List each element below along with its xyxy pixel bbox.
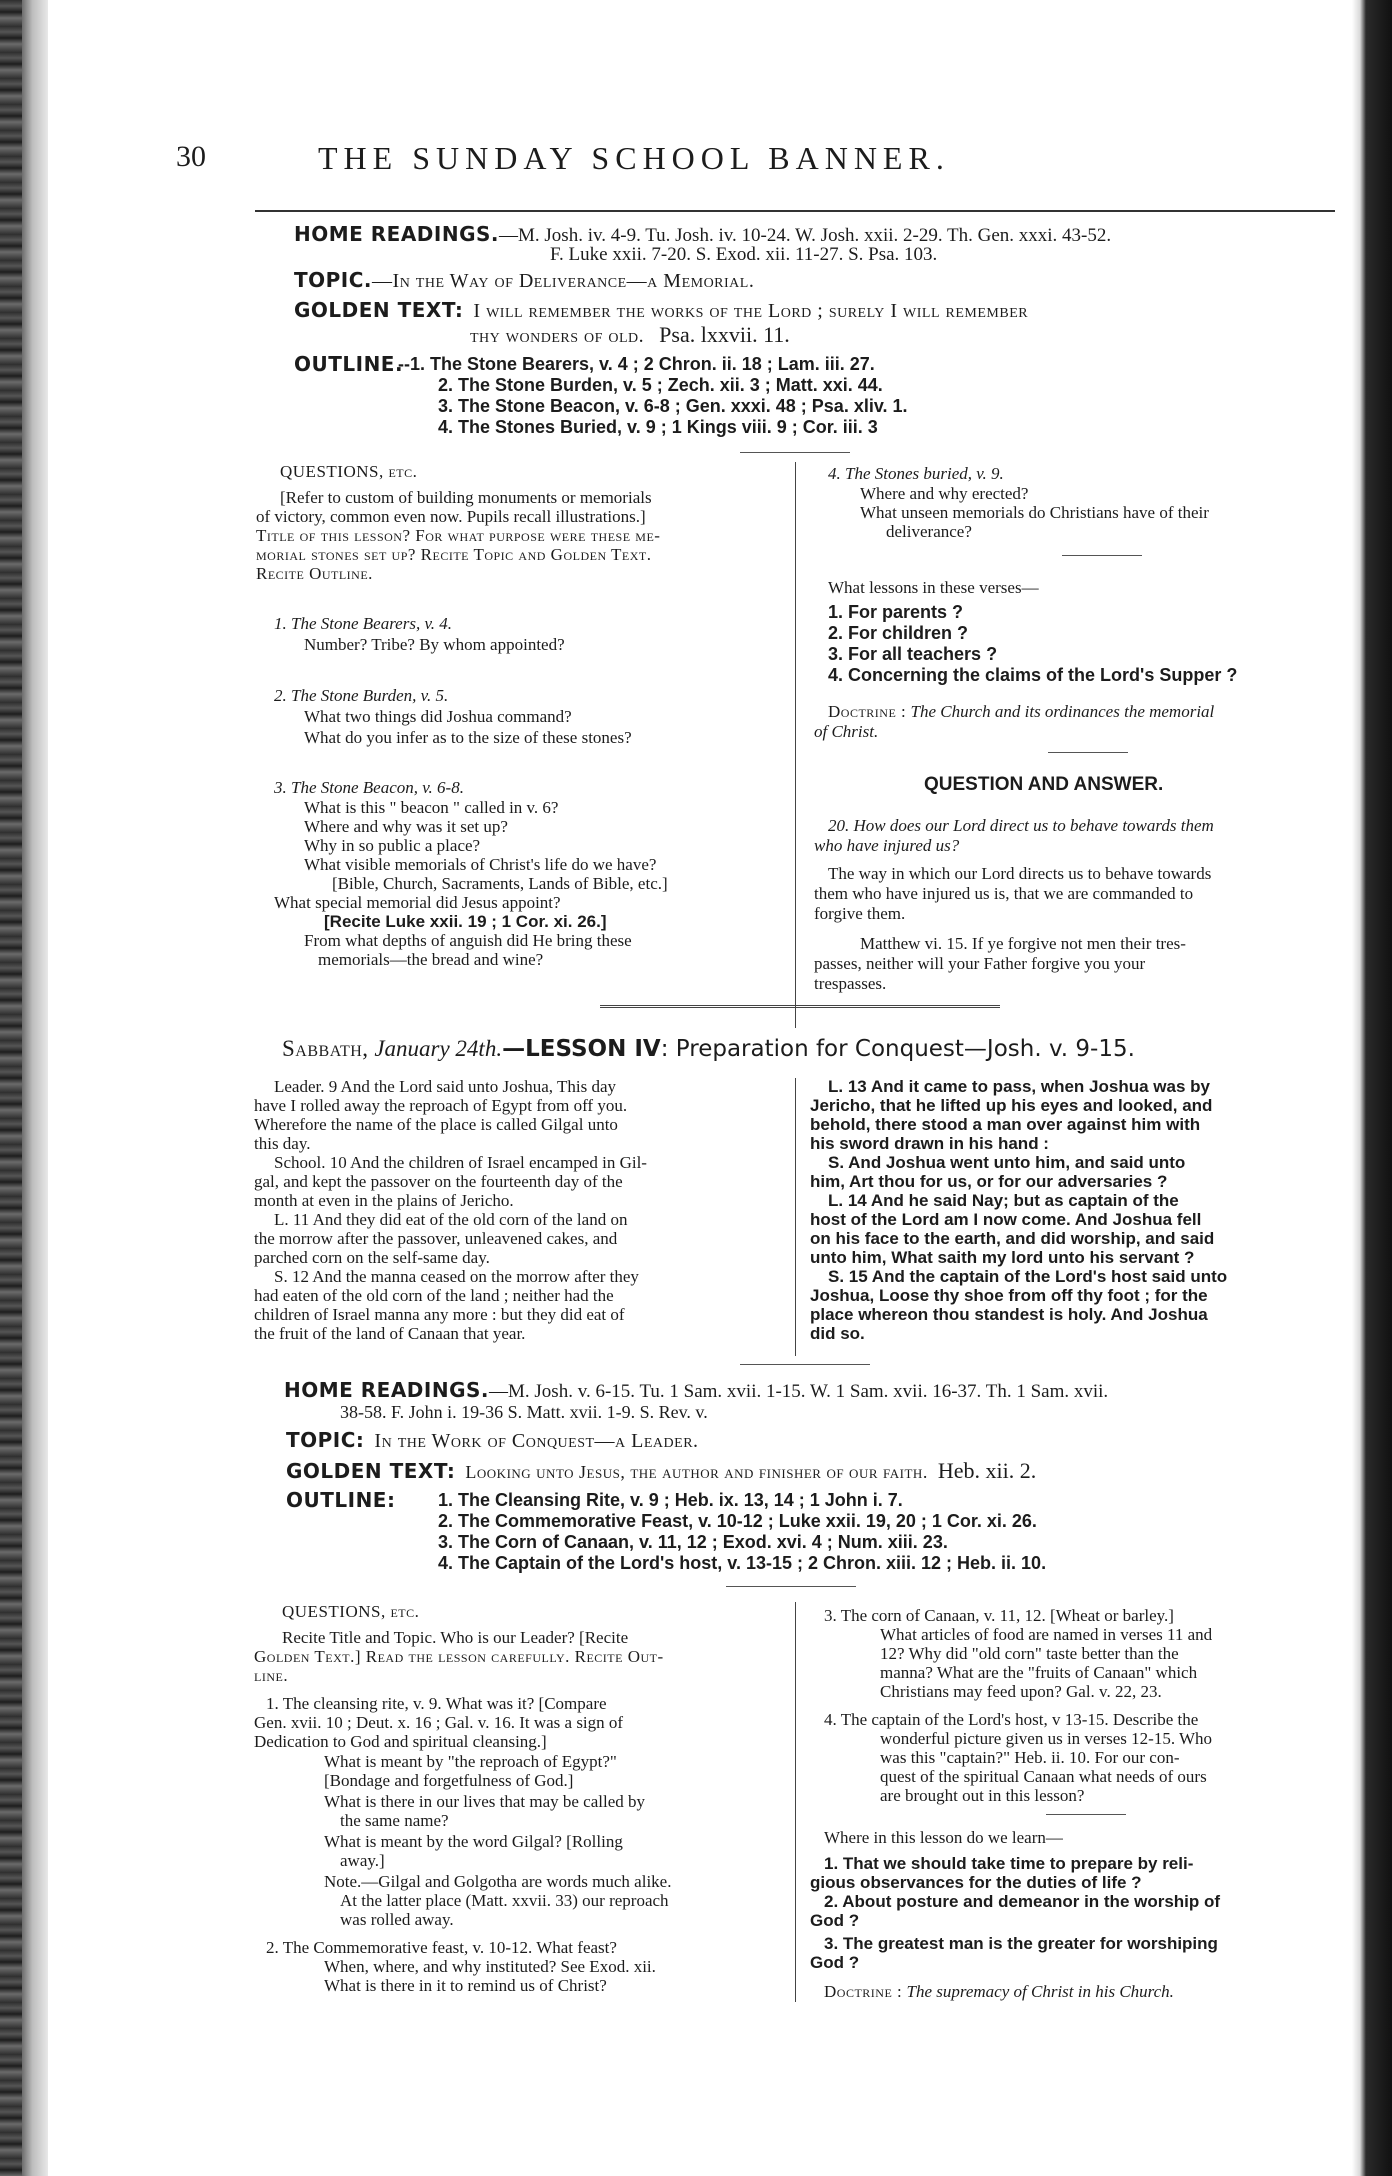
l3-q3-line-5: [Bible, Church, Sacraments, Lands of Bible, etc.]: [332, 874, 668, 893]
l3-q3-line-9: memorials—the bread and wine?: [318, 950, 544, 969]
l3-lesson-1: 1. For parents ?: [828, 602, 964, 622]
l4-verse-l-1: Leader. 9 And the Lord said unto Joshua, This day: [274, 1077, 616, 1096]
l4-short-rule-2: [726, 1586, 856, 1587]
l4-verse-l-11: S. 12 And the manna ceased on the morrow after they: [274, 1267, 639, 1286]
l4-verse-r-3: behold, there stood a man over against him with: [810, 1115, 1201, 1134]
l4-q3-line-5: Christians may feed upon? Gal. v. 22, 23.: [880, 1682, 1162, 1701]
l4-verse-r-12: Joshua, Loose thy shoe from off thy foot ; for the: [810, 1286, 1208, 1305]
l4-learn-2: gious observances for the duties of life ?: [810, 1873, 1142, 1892]
l4-q1-line-1: 1. The cleansing rite, v. 9. What was it? [Compare: [266, 1694, 607, 1713]
l4-golden-text: GOLDEN TEXT: Looking unto Jesus, the author and finisher of our faith. Heb. xii. 2.: [286, 1458, 1037, 1483]
l4-verse-divider: [795, 1078, 796, 1356]
l3-column-divider: [795, 462, 796, 1028]
l3-home-readings-2: F. Luke xxii. 7-20. S. Exod. xii. 11-27. S. Psa. 103.: [550, 244, 938, 265]
l4-verse-r-4: his sword drawn in his hand :: [810, 1134, 1049, 1153]
l3-home-readings: HOME READINGS.—M. Josh. iv. 4-9. Tu. Josh. iv. 10-24. W. Josh. xxii. 2-29. Th. Gen. xxxi. 43-52.: [294, 222, 1112, 246]
l4-outline-label: OUTLINE:: [286, 1488, 396, 1512]
l4-q1-sub-2: [Bondage and forgetfulness of God.]: [324, 1771, 574, 1790]
l3-short-rule: [740, 452, 850, 453]
l3-intro-1: [Refer to custom of building monuments or memorials: [280, 488, 652, 507]
l4-q1-sub-8: At the latter place (Matt. xxvii. 33) our reproach: [340, 1891, 669, 1910]
l3-outline-3: 3. The Stone Beacon, v. 6-8 ; Gen. xxxi. 48 ; Psa. xliv. 1.: [438, 396, 908, 416]
header-rule: [255, 210, 1335, 212]
l3-q4-line-2: What unseen memorials do Christians have of their: [860, 503, 1209, 522]
l3-qa-ref-1: Matthew vi. 15. If ye forgive not men their tres-: [860, 934, 1186, 953]
l4-learn-5: 3. The greatest man is the greater for worshiping: [824, 1934, 1218, 1953]
l4-outline-2: 2. The Commemorative Feast, v. 10-12 ; Luke xxii. 19, 20 ; 1 Cor. xi. 26.: [438, 1511, 1037, 1531]
l4-q4-line-1: 4. The captain of the Lord's host, v 13-15. Describe the: [824, 1710, 1199, 1729]
l4-q2-line-3: What is there in it to remind us of Christ?: [324, 1976, 607, 1995]
l4-q4-line-4: quest of the spiritual Canaan what needs of ours: [880, 1767, 1207, 1786]
l4-q1-sub-9: was rolled away.: [340, 1910, 454, 1929]
l4-verse-r-9: on his face to the earth, and did worship, and said: [810, 1229, 1215, 1248]
l4-verse-l-5: School. 10 And the children of Israel encamped in Gil-: [274, 1153, 647, 1172]
l4-verse-l-6: gal, and kept the passover on the fourteenth day of the: [254, 1172, 623, 1191]
l3-q3-line-7: [Recite Luke xxii. 19 ; 1 Cor. xi. 26.]: [324, 912, 607, 931]
l3-intro-3: Title of this lesson? For what purpose were these me-: [256, 526, 661, 545]
l3-lessons-intro: What lessons in these verses—: [828, 578, 1039, 597]
l4-q4-line-3: was this "captain?" Heb. ii. 10. For our con-: [880, 1748, 1180, 1767]
l4-verse-r-13: place whereon thou standest is holy. And Joshua: [810, 1305, 1208, 1324]
l3-q2-line-2: What do you infer as to the size of these stones?: [304, 728, 632, 747]
l4-learn-4: God ?: [810, 1911, 860, 1930]
l4-q3-line-1: 3. The corn of Canaan, v. 11, 12. [Wheat or barley.]: [824, 1606, 1174, 1625]
l4-short-rule: [740, 1364, 870, 1365]
l3-q2-line-1: What two things did Joshua command?: [304, 707, 572, 726]
l4-learn-1: 1. That we should take time to prepare by reli-: [824, 1854, 1194, 1873]
l4-verse-r-1: L. 13 And it came to pass, when Joshua was by: [828, 1077, 1210, 1096]
l4-outline-4: 4. The Captain of the Lord's host, v. 13-15 ; 2 Chron. xiii. 12 ; Heb. ii. 10.: [438, 1553, 1047, 1573]
l4-verse-r-7: L. 14 And he said Nay; but as captain of the: [828, 1191, 1179, 1210]
l3-qa-answer-3: forgive them.: [814, 904, 906, 923]
l4-verse-r-2: Jericho, that he lifted up his eyes and looked, and: [810, 1096, 1213, 1115]
l4-q2-line-2: When, where, and why instituted? See Exod. xii.: [324, 1957, 656, 1976]
l3-q4-line-3: deliverance?: [886, 522, 972, 541]
l4-q1-sub-4: the same name?: [340, 1811, 449, 1830]
l3-right-rule: [1062, 555, 1142, 556]
l4-intro-1: Recite Title and Topic. Who is our Leader? [Recite: [282, 1628, 629, 1647]
l3-q3-line-3: Why in so public a place?: [304, 836, 481, 855]
page-title: THE SUNDAY SCHOOL BANNER.: [318, 140, 950, 176]
l4-verse-l-7: month at even in the plains of Jericho.: [254, 1191, 514, 1210]
l4-verse-l-13: children of Israel manna any more : but they did eat of: [254, 1305, 625, 1324]
l4-intro-2: Golden Text.] Read the lesson carefully. Recite Out-: [254, 1647, 664, 1666]
l3-q4-line-1: Where and why erected?: [860, 484, 1029, 503]
l4-learn-3: 2. About posture and demeanor in the worship of: [824, 1892, 1221, 1911]
l3-outline-2: 2. The Stone Burden, v. 5 ; Zech. xii. 3 ; Matt. xxi. 44.: [438, 375, 883, 395]
l3-qa-answer-1: The way in which our Lord directs us to behave towards: [828, 864, 1212, 883]
l4-q1-sub-3: What is there in our lives that may be called by: [324, 1792, 646, 1811]
l3-qa-ref-3: trespasses.: [814, 974, 887, 993]
l4-learn-6: God ?: [810, 1953, 860, 1972]
l4-q3-line-3: 12? Why did "old corn" taste better than the: [880, 1644, 1179, 1663]
l3-qa-question-2: who have injured us?: [814, 836, 960, 855]
l4-home-readings: HOME READINGS.—M. Josh. v. 6-15. Tu. 1 Sam. xvii. 1-15. W. 1 Sam. xvii. 16-37. Th. 1 Sam. xvii.: [284, 1378, 1109, 1402]
l4-verse-l-8: L. 11 And they did eat of the old corn of the land on: [274, 1210, 628, 1229]
l3-qa-title: QUESTION AND ANSWER.: [924, 774, 1164, 795]
l4-verse-r-6: him, Art thou for us, or for our adversaries ?: [810, 1172, 1168, 1191]
l3-q3-head: 3. The Stone Beacon, v. 6-8.: [274, 778, 464, 797]
l4-doctrine: Doctrine : The supremacy of Christ in his Church.: [824, 1982, 1174, 2001]
l4-verse-l-2: have I rolled away the reproach of Egypt from off you.: [254, 1096, 628, 1115]
l4-intro-3: line.: [254, 1666, 289, 1685]
l4-q1-sub-5: What is meant by the word Gilgal? [Rolling: [324, 1832, 623, 1851]
l4-verse-l-4: this day.: [254, 1134, 311, 1153]
l3-intro-4: morial stones set up? Recite Topic and Golden Text.: [256, 545, 652, 564]
l4-home-readings-2: 38-58. F. John i. 19-36 S. Matt. xvii. 1-9. S. Rev. v.: [340, 1402, 708, 1422]
l4-q4-line-5: are brought out in this lesson?: [880, 1786, 1085, 1805]
l3-outline-1: --1. The Stone Bearers, v. 4 ; 2 Chron. ii. 18 ; Lam. iii. 27.: [398, 354, 875, 374]
page-edge-left: [0, 0, 22, 2176]
l3-lesson-2: 2. For children ?: [828, 623, 969, 643]
l3-doctrine: Doctrine : The Church and its ordinances the memorial: [828, 702, 1215, 721]
l4-q1-sub-1: What is meant by "the reproach of Egypt?": [324, 1752, 617, 1771]
l3-qa-answer-2: them who have injured us is, that we are commanded to: [814, 884, 1194, 903]
l3-golden-text: GOLDEN TEXT: I will remember the works of the Lord ; surely I will remember: [294, 298, 1029, 322]
l4-q4-line-2: wonderful picture given us in verses 12-15. Who: [880, 1729, 1213, 1748]
l3-q3-line-6: What special memorial did Jesus appoint?: [274, 893, 561, 912]
l3-intro-2: of victory, common even now. Pupils recall illustrations.]: [256, 507, 646, 526]
l4-q2-line-1: 2. The Commemorative feast, v. 10-12. What feast?: [266, 1938, 617, 1957]
l3-q4-head: 4. The Stones buried, v. 9.: [828, 464, 1004, 483]
l4-verse-l-14: the fruit of the land of Canaan that year.: [254, 1324, 526, 1343]
l3-lesson-4: 4. Concerning the claims of the Lord's Supper ?: [828, 665, 1238, 685]
page-gutter: [22, 0, 48, 2176]
l4-q1-line-3: Dedication to God and spiritual cleansing.]: [254, 1732, 547, 1751]
l3-q1-head: 1. The Stone Bearers, v. 4.: [274, 614, 452, 633]
l3-golden-text-2: thy wonders of old. Psa. lxxvii. 11.: [470, 322, 790, 347]
l4-topic: TOPIC: In the Work of Conquest—a Leader.: [286, 1428, 699, 1452]
l4-q1-line-2: Gen. xvii. 10 ; Deut. x. 16 ; Gal. v. 16. It was a sign of: [254, 1713, 624, 1732]
l3-qa-question: 20. How does our Lord direct us to behave towards them: [828, 816, 1214, 835]
l4-column-divider: [795, 1602, 796, 2002]
l4-verse-r-10: unto him, What saith my lord unto his servant ?: [810, 1248, 1195, 1267]
l4-outline-1: 1. The Cleansing Rite, v. 9 ; Heb. ix. 13, 14 ; 1 John i. 7.: [438, 1490, 903, 1510]
l3-qa-ref-2: passes, neither will your Father forgive you your: [814, 954, 1146, 973]
l3-lesson-3: 3. For all teachers ?: [828, 644, 998, 664]
l4-q3-line-2: What articles of food are named in verses 11 and: [880, 1625, 1213, 1644]
l4-q3-line-4: manna? What are the "fruits of Canaan" which: [880, 1663, 1198, 1682]
l3-outline-4: 4. The Stones Buried, v. 9 ; 1 Kings viii. 9 ; Cor. iii. 3: [438, 417, 878, 437]
l4-verse-l-9: the morrow after the passover, unleavened cakes, and: [254, 1229, 618, 1248]
l3-q3-line-4: What visible memorials of Christ's life do we have?: [304, 855, 657, 874]
page-edge-right: [1352, 0, 1392, 2176]
l4-verse-r-8: host of the Lord am I now come. And Joshua fell: [810, 1210, 1202, 1229]
l4-verse-r-11: S. 15 And the captain of the Lord's host said unto: [828, 1267, 1228, 1286]
l3-outline-label: OUTLINE.: [294, 352, 404, 376]
l4-title: Sabbath, January 24th.—LESSON IV: Preparation for Conquest—Josh. v. 9-15.: [282, 1036, 1135, 1062]
l4-right-rule: [1046, 1814, 1126, 1815]
l4-outline-3: 3. The Corn of Canaan, v. 11, 12 ; Exod. xvi. 4 ; Num. xiii. 23.: [438, 1532, 948, 1552]
page-number: 30: [176, 140, 206, 173]
l4-verse-r-14: did so.: [810, 1324, 865, 1343]
l3-q2-head: 2. The Stone Burden, v. 5.: [274, 686, 449, 705]
l3-intro-5: Recite Outline.: [256, 564, 373, 583]
l3-q3-line-8: From what depths of anguish did He bring these: [304, 931, 632, 950]
l4-verse-r-5: S. And Joshua went unto him, and said unto: [828, 1153, 1186, 1172]
l3-right-rule-2: [1048, 752, 1128, 753]
l3-q1-line: Number? Tribe? By whom appointed?: [304, 635, 565, 654]
section-divider: [600, 1005, 1000, 1008]
l4-q1-sub-6: away.]: [340, 1851, 385, 1870]
l3-q3-line-1: What is this " beacon " called in v. 6?: [304, 798, 559, 817]
l4-questions-label: QUESTIONS, etc.: [282, 1602, 420, 1621]
l4-verse-l-12: had eaten of the old corn of the land ; neither had the: [254, 1286, 614, 1305]
l3-questions-label: QUESTIONS, etc.: [280, 462, 418, 481]
l4-verse-l-3: Wherefore the name of the place is called Gilgal unto: [254, 1115, 618, 1134]
l3-q3-line-2: Where and why was it set up?: [304, 817, 508, 836]
l4-q1-sub-7: Note.—Gilgal and Golgotha are words much alike.: [324, 1872, 672, 1891]
l3-doctrine-2: of Christ.: [814, 722, 879, 741]
l4-learn-intro: Where in this lesson do we learn—: [824, 1828, 1063, 1847]
l4-verse-l-10: parched corn on the self-same day.: [254, 1248, 490, 1267]
l3-topic: TOPIC.—In the Way of Deliverance—a Memorial.: [294, 268, 755, 292]
